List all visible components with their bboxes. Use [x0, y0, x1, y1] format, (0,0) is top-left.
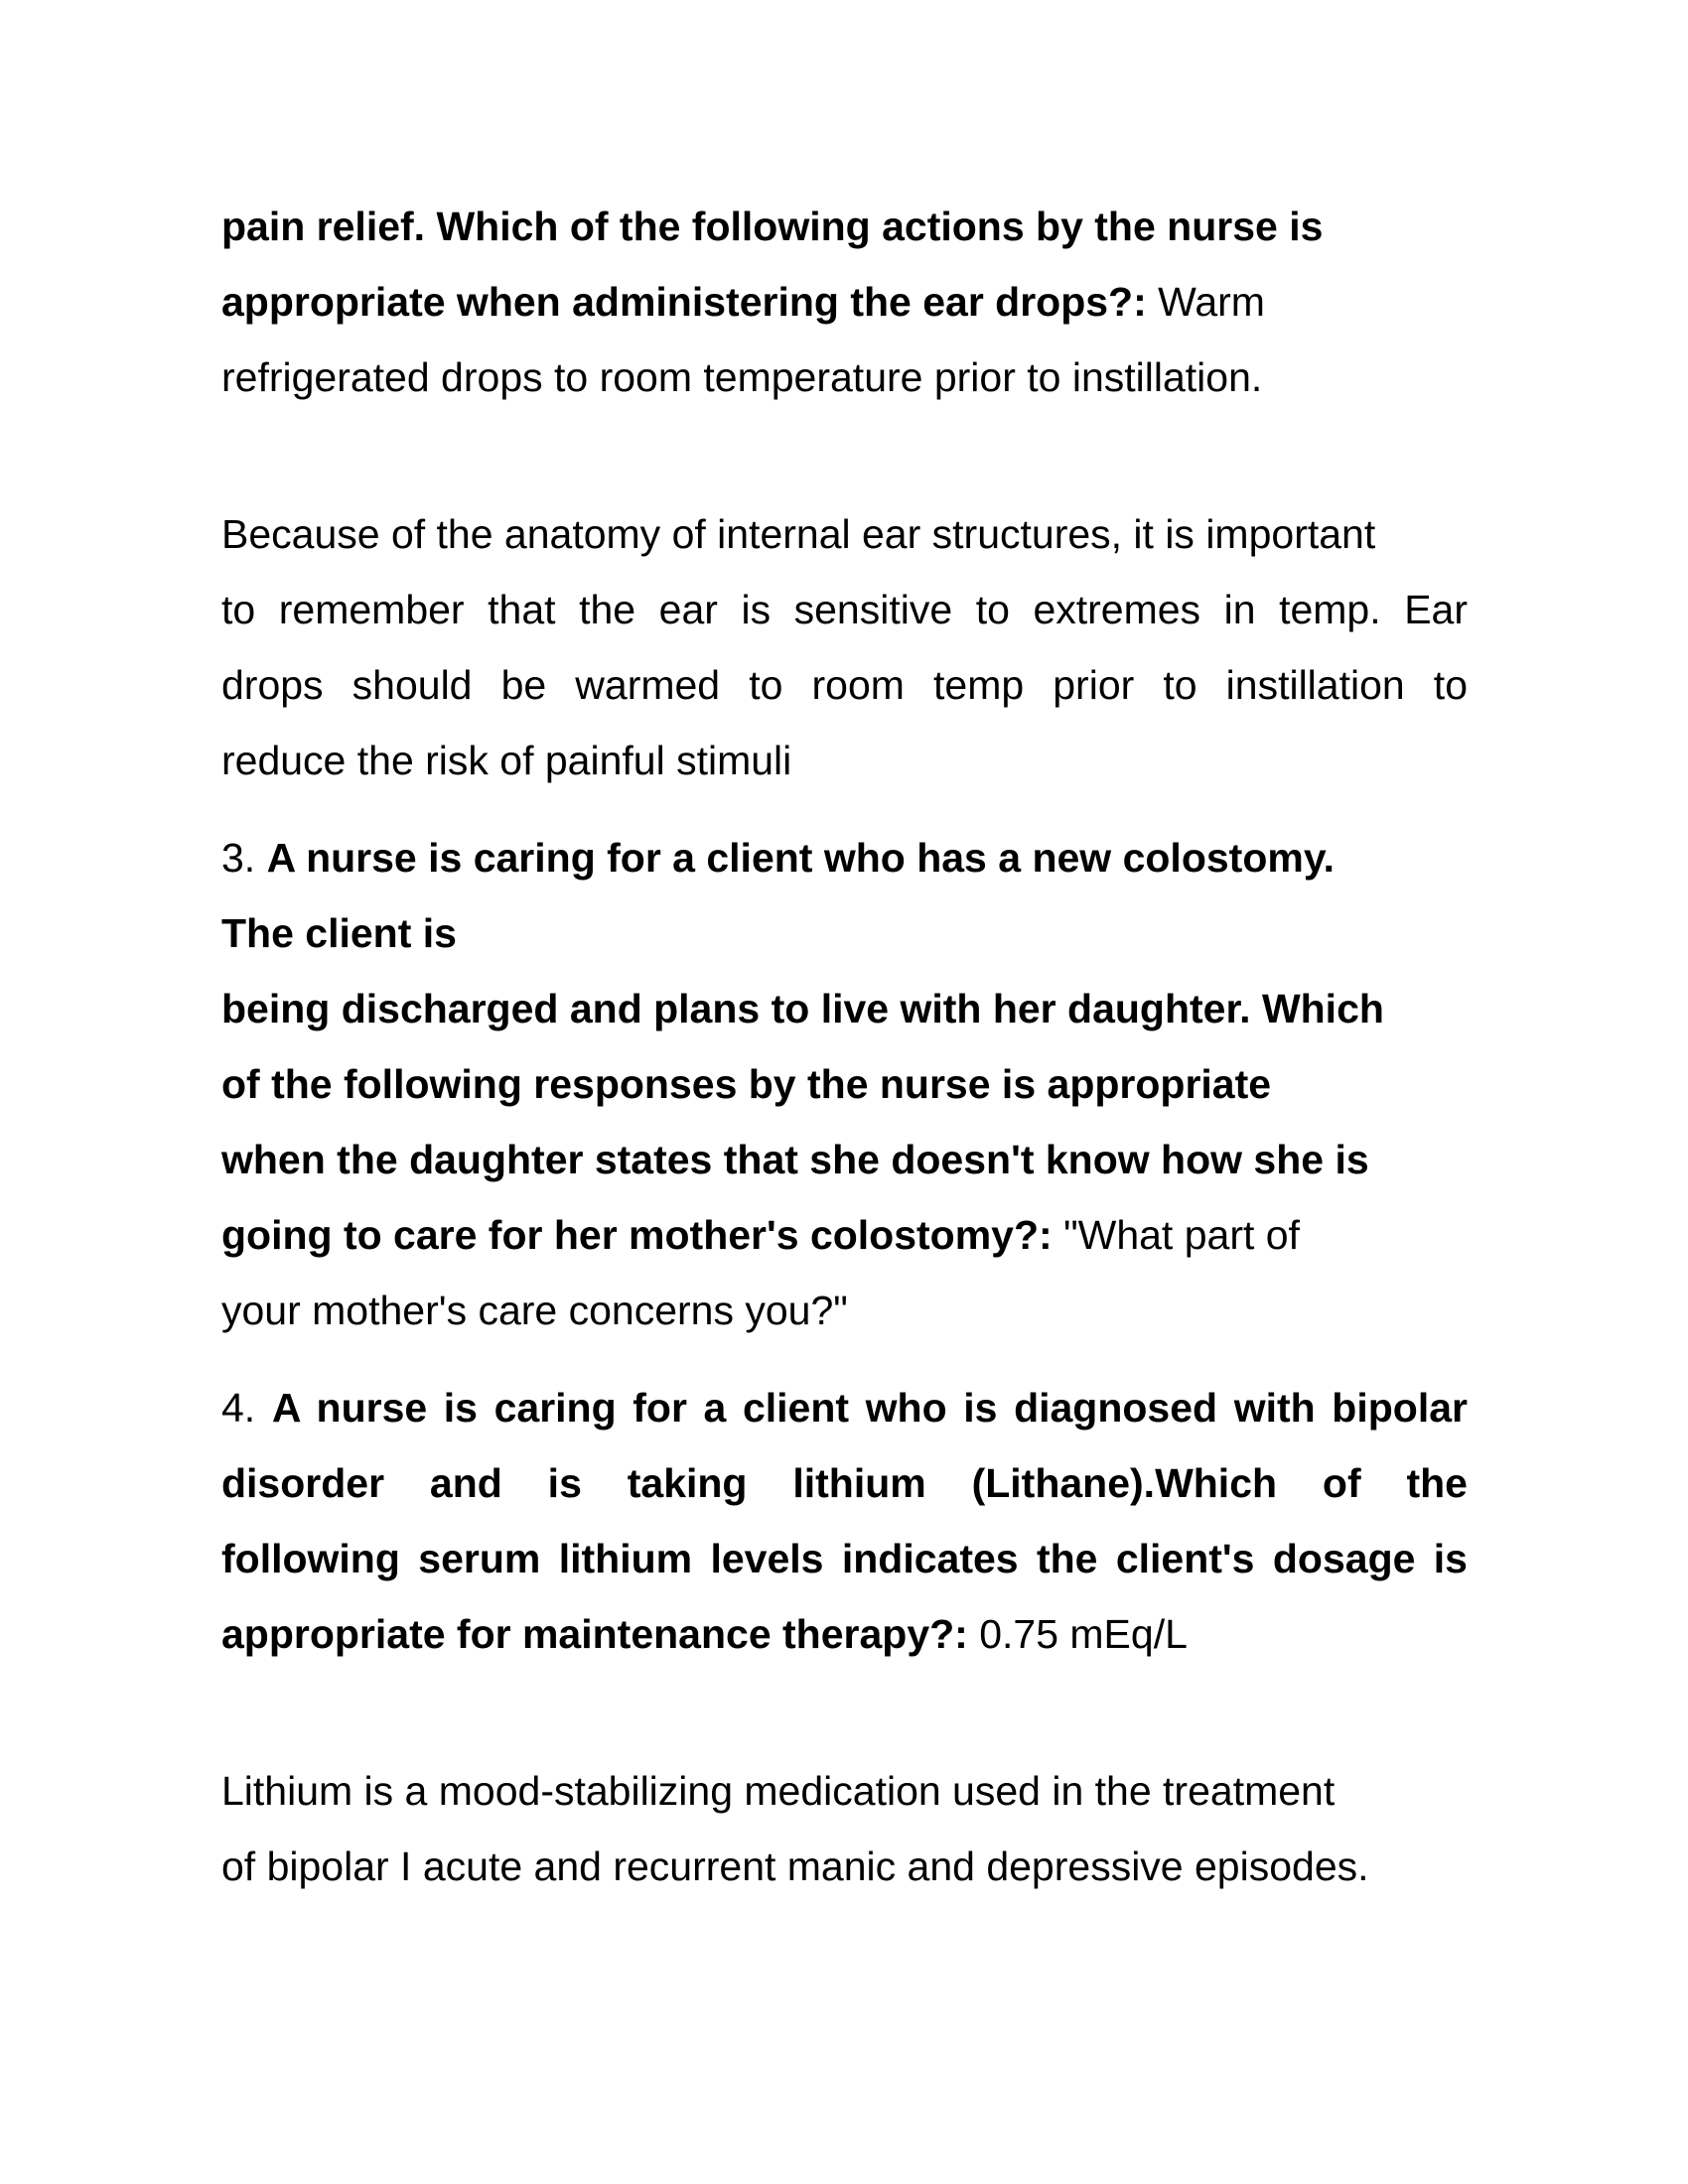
- q2-rationale-line-2: to remember that the ear is sensitive to extremes in temp. Ear: [221, 587, 1468, 632]
- q3-question-line-6: [221, 1197, 1468, 1273]
- spacer: [221, 1348, 1468, 1370]
- document-page: [221, 189, 1468, 1904]
- spacer: [221, 1672, 1468, 1753]
- q3-question-text-2: The client is: [221, 910, 457, 956]
- q2-question-text-2: appropriate when administering the ear drops?:: [221, 279, 1147, 325]
- q3-number: 3.: [221, 835, 267, 881]
- q4-rationale-line-2: of bipolar I acute and recurrent manic and depressive episodes.: [221, 1843, 1369, 1889]
- q3-question-text-1: A nurse is caring for a client who has a new colostomy.: [266, 835, 1335, 881]
- q4-number: 4.: [221, 1385, 272, 1431]
- q3-question-line-4: [221, 1046, 1468, 1122]
- spacer: [221, 415, 1468, 496]
- q3-question-text-5: when the daughter states that she doesn't know how she is: [221, 1137, 1369, 1182]
- q3-answer-start: "What part of: [1052, 1212, 1300, 1258]
- q3-question-text-4: of the following responses by the nurse is appropriate: [221, 1061, 1272, 1107]
- q4-question-text-2: disorder and is taking lithium (Lithane).Which of the: [221, 1460, 1468, 1506]
- q4-question-line-2: [221, 1445, 1468, 1521]
- q2-rationale-line-1: Because of the anatomy of internal ear structures, it is important: [221, 511, 1376, 557]
- q3-question-line-1: [221, 820, 1468, 895]
- q4-answer: 0.75 mEq/L: [967, 1611, 1188, 1657]
- q4-question-line-1: [221, 1370, 1468, 1445]
- q2-question-line-1: [221, 189, 1468, 264]
- q4-rationale-line-1: Lithium is a mood-stabilizing medication used in the treatment: [221, 1768, 1336, 1814]
- q2-rationale-line-4: reduce the risk of painful stimuli: [221, 738, 792, 783]
- q2-rationale-line-3: drops should be warmed to room temp prior to instillation to: [221, 662, 1468, 708]
- q4-question-text-4: appropriate for maintenance therapy?:: [221, 1611, 968, 1657]
- q2-answer-start: Warm: [1146, 279, 1265, 325]
- q3-question-text-6: going to care for her mother's colostomy?:: [221, 1212, 1053, 1258]
- q3-question-line-5: [221, 1122, 1468, 1197]
- q4-question-text-3: following serum lithium levels indicates the client's dosage is: [221, 1536, 1468, 1581]
- q2-answer-line: refrigerated drops to room temperature prior to instillation.: [221, 354, 1263, 400]
- q2-question-text-1: pain relief. Which of the following actions by the nurse is: [221, 204, 1324, 249]
- q4-question-text-1: A nurse is caring for a client who is diagnosed with bipolar: [271, 1385, 1468, 1431]
- spacer: [221, 798, 1468, 820]
- q3-question-text-3: being discharged and plans to live with her daughter. Which: [221, 986, 1384, 1031]
- q3-answer-line: your mother's care concerns you?": [221, 1288, 848, 1333]
- q4-question-line-4: [221, 1596, 1468, 1672]
- q2-question-line-2: [221, 264, 1468, 340]
- q4-question-line-3: [221, 1521, 1468, 1596]
- q3-question-line-2: [221, 895, 1468, 971]
- q3-question-line-3: [221, 971, 1468, 1046]
